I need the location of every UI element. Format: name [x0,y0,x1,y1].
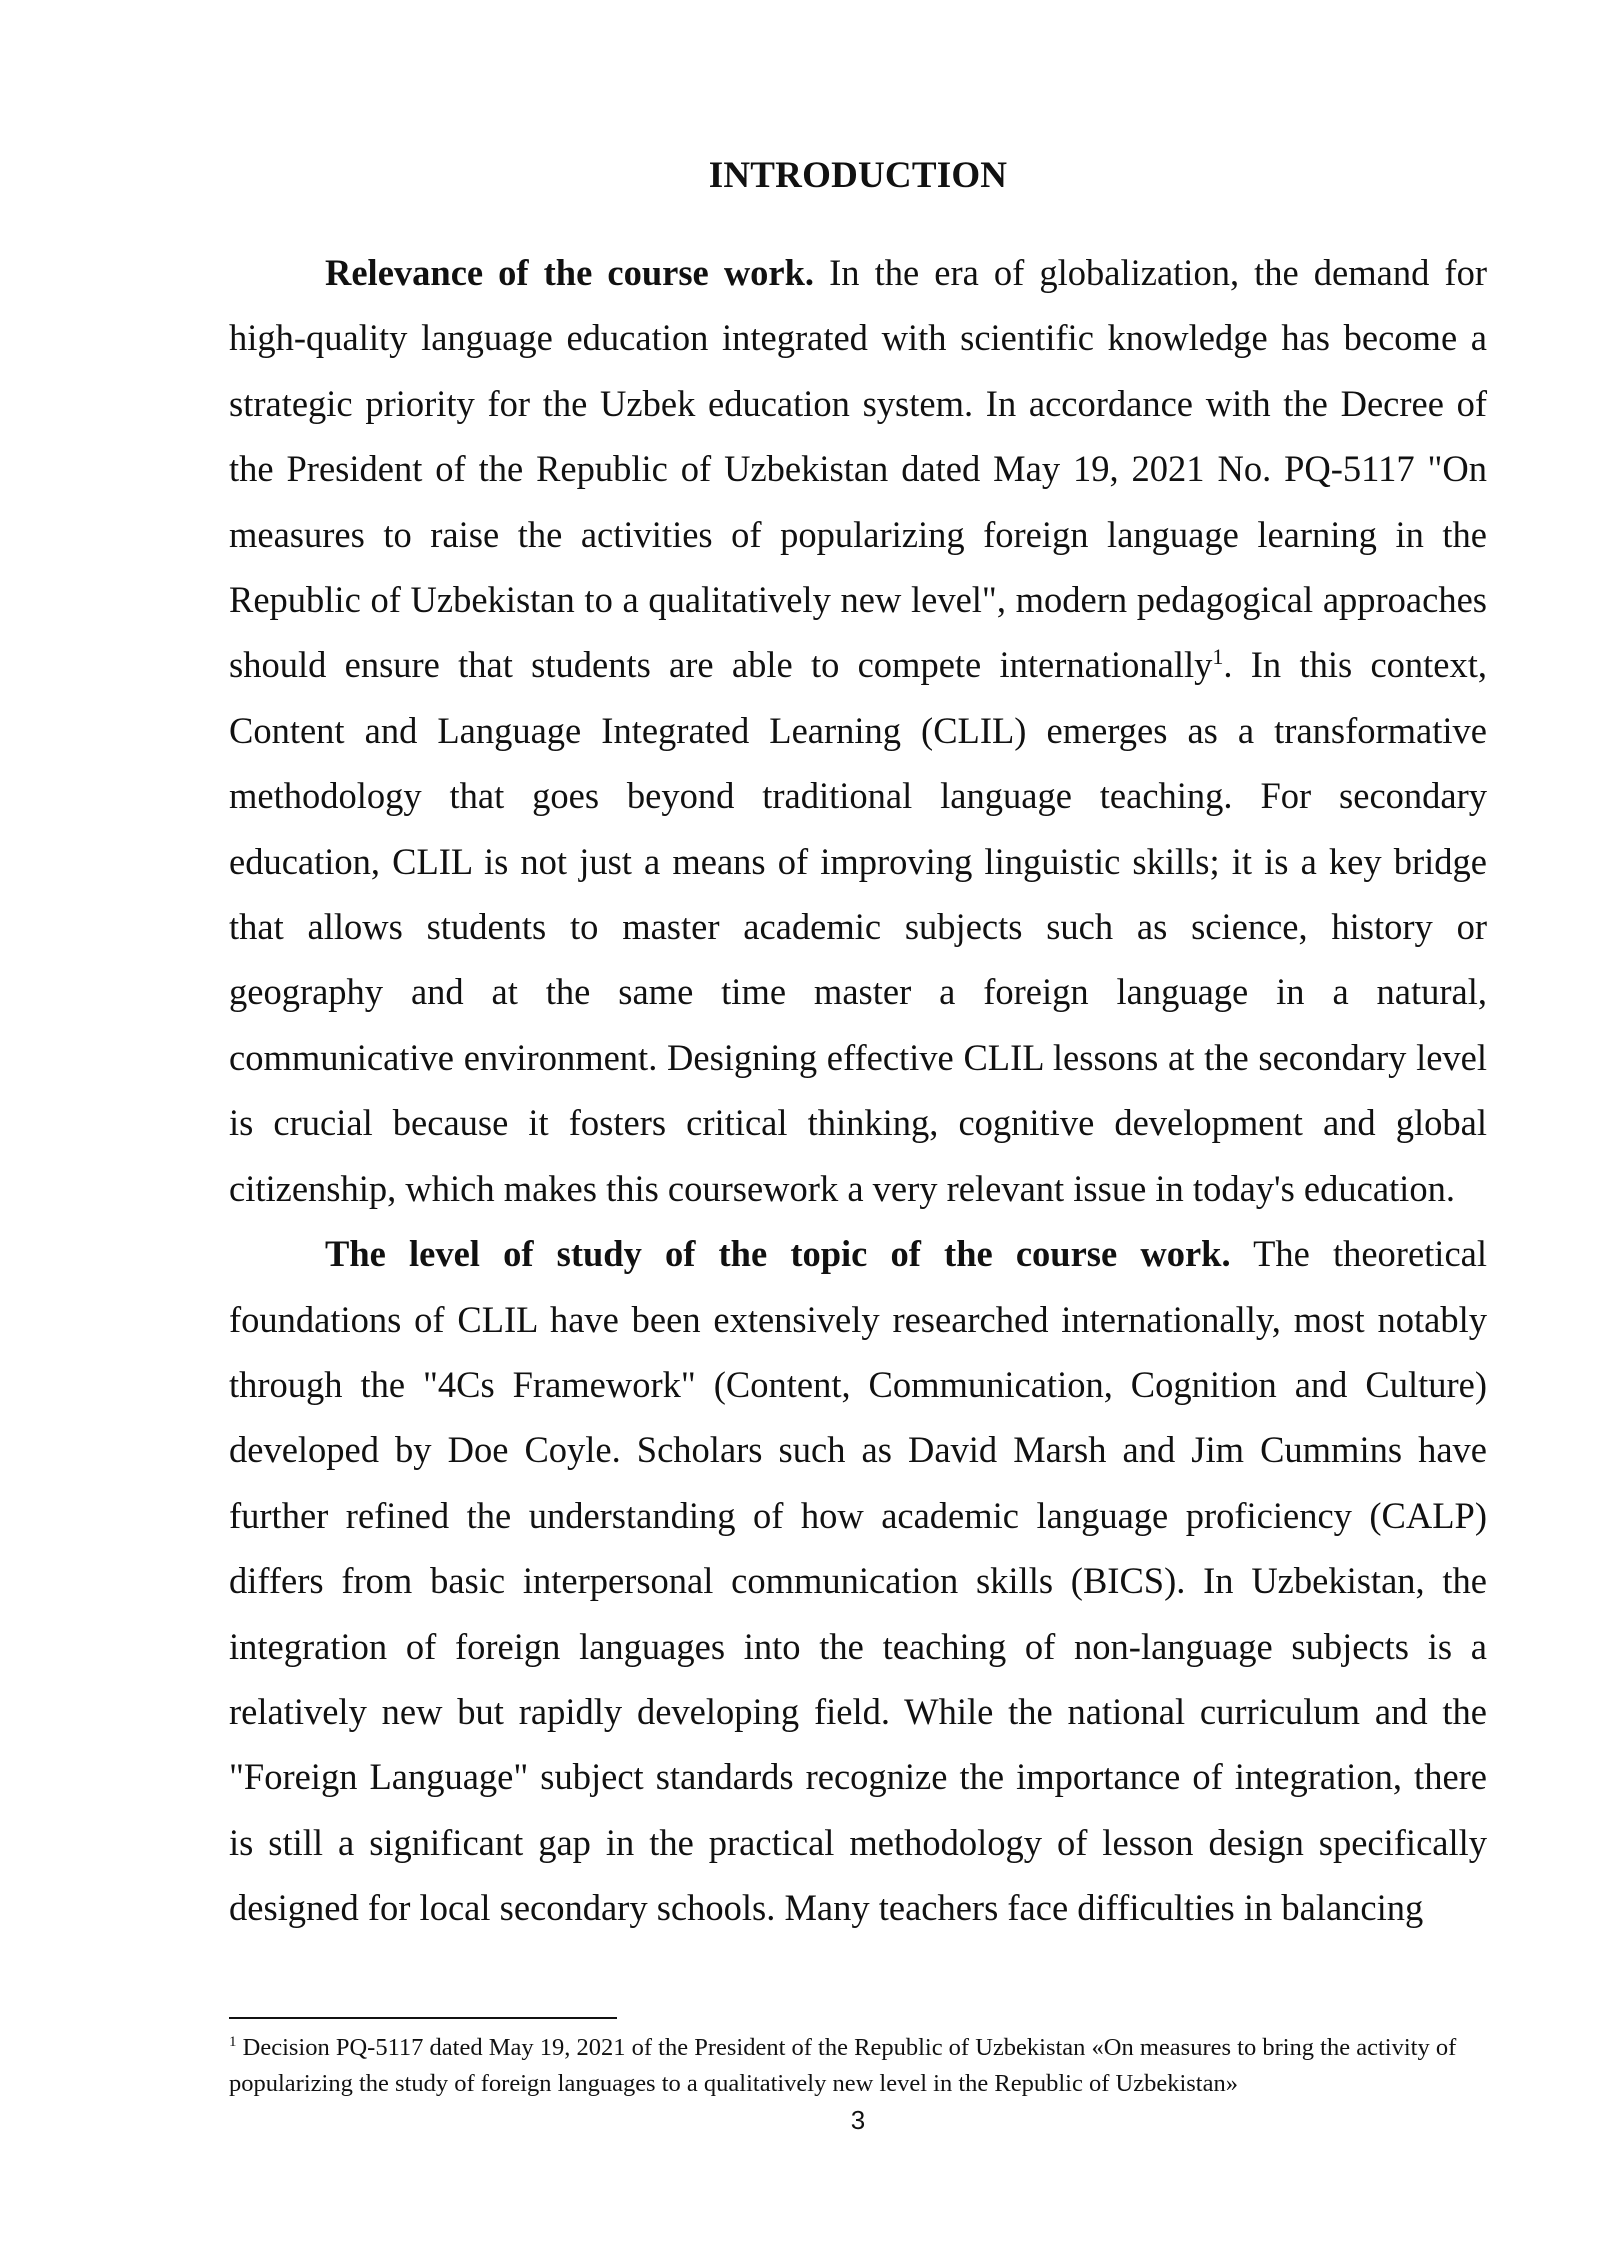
paragraph-relevance [229,240,1487,1221]
paragraph-text-level-of-study: The theoretical foundations of CLIL have been extensively researched internationally, most notably through the "4Cs Framework" (Content, Communication, Cognition and Culture) developed by Doe Coyle. Scholars such as David Marsh and Jim Cummins have further refined the understanding of how academic language proficiency (CALP) differs from basic interpersonal communication skills (BICS). In Uzbekistan, the integration of foreign languages into the teaching of non-language subjects is a relatively new but rapidly developing field. While the national curriculum and the "Foreign Language" subject standards recognize the importance of integration, there is still a significant gap in the practical methodology of lesson design specifically designed for local secondary schools. Many teachers face difficulties in balancing [229,1233,1487,1929]
footnote-number: 1 [229,2033,237,2050]
page-title: INTRODUCTION [708,155,1008,196]
footnote-reference: 1 [1212,644,1224,670]
page-number: 3 [850,2105,866,2135]
page-body [229,148,1487,1941]
paragraph-level-of-study [229,1221,1487,1940]
footnote-separator [229,2017,617,2019]
paragraph-text-relevance-after-ref: . In this context, Content and Language Integrated Learning (CLIL) emerges as a transformative methodology that goes beyond traditional language teaching. For secondary education, CLIL is not just a means of improving linguistic skills; it is a key bridge that allows students to master academic subjects such as science, history or geography and at the same time master a foreign language in a natural, communicative environment. Designing effective CLIL lessons at the secondary level is crucial because it fosters critical thinking, cognitive development and global citizenship, which makes this coursework a very relevant issue in today's education. [229,644,1488,1209]
footnote [229,2030,1487,2102]
paragraph-lead-relevance: Relevance of the course work. [325,252,815,293]
footnote-text: Decision PQ-5117 dated May 19, 2021 of the President of the Republic of Uzbekistan «On measures to bring the activity of popularizing the study of foreign languages to a qualitatively new level in the Republic of Uzbekistan» [229,2034,1457,2097]
paragraph-lead-level-of-study: The level of study of the topic of the course work. [325,1233,1231,1275]
paragraph-text-relevance-before-ref: In the era of globalization, the demand for high-quality language education integrated with scientific knowledge has become a strategic priority for the Uzbek education system. In accordance with the Decree of the President of the Republic of Uzbekistan dated May 19, 2021 No. PQ-5117 "On measures to raise the activities of popularizing foreign language learning in the Republic of Uzbekistan to a qualitatively new level", modern pedagogical approaches should ensure that students are able to compete internationally [229,252,1487,686]
